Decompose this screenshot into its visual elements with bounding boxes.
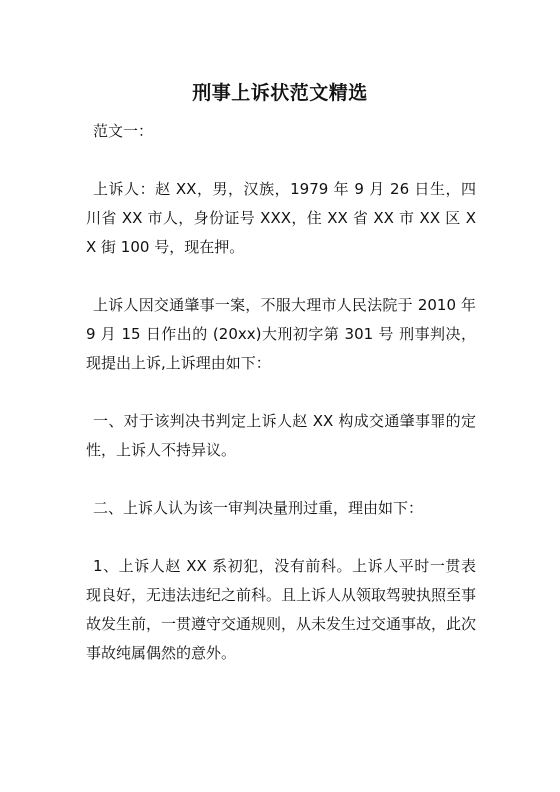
paragraph-appeal-statement: 上诉人因交通肇事一案，不服大理市人民法院于 2010 年 9 月 15 日作出的 (20xx)大刑初字第 301 号 刑事判决，现提出上诉,上诉理由如下： bbox=[86, 296, 476, 372]
paragraph-reason-one: 1、上诉人赵 XX 系初犯，没有前科。上诉人平时一贯表现良好，无违法违纪之前科。且上诉人从领取驾驶执照至事故发生前，一贯遵守交通规则，从未发生过交通事故，此次事故纯属偶然的意外。 bbox=[86, 557, 477, 662]
paragraph-appellant-info: 上诉人：赵 XX，男，汉族，1979 年 9 月 26 日生，四川省 XX 市人，身份证号 XXX，住 XX 省 XX 市 XX 区 XX 街 100 号，现在押。 bbox=[86, 180, 476, 256]
paragraph-point-two: 二、上诉人认为该一审判决量刑过重，理由如下： bbox=[93, 499, 424, 517]
paragraph-point-one: 一、对于该判决书判定上诉人赵 XX 构成交通肇事罪的定性，上诉人不持异议。 bbox=[86, 412, 476, 459]
document-title: 刑事上诉状范文精选 bbox=[192, 82, 368, 104]
paragraph-sample-heading: 范文一： bbox=[93, 122, 154, 140]
